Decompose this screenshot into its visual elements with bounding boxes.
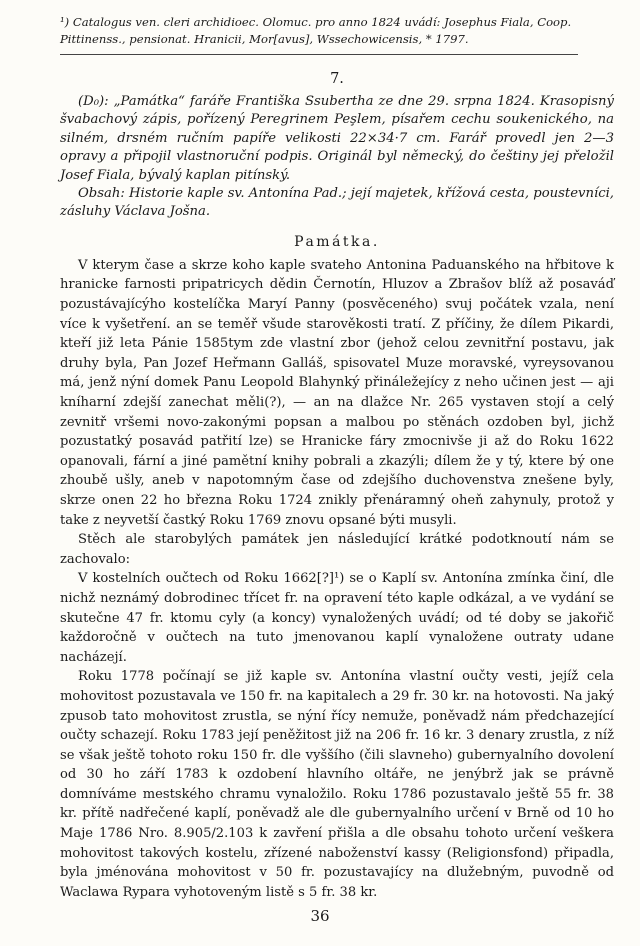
- body-paragraph-1: V kterym čase a skrze koho kaple svateho Antonina Paduanského na hřbitove k hranicke farnosti pripatricych dědin Černotín, Hluzov a Zbrašov blíž až posaváď pozustávajícýho kostelíčka Maryí Panny (posvěceného) svuj počátek vzala, není více k vyšetření. an se teměř všude starověkosti tratí. Z příčiny, že dílem Pikardi, kteří již leta Pánie 1585tym zde vlastní zbor (jehož celou zevnitřní postavu, jak druhy byla, Pan Jozef Heřmann Galláš, spisovatel Muze moravské, vyreysovanou má, jenž nýní domek Panu Leopold Blahynký přináležejícy z neho učinen jest — aji kníharní zdejší zanechat měli(?), — an na dlažce Nr. 265 vystaven stojí a celý zevnitř vršemi novo-zakonými popsan a malbou po stěnách ozdoben byl, jichž pozustatký posavád patřití lze) se Hranicke fáry zmocnivše ji až do Roku 1622 opanovali, fární a jiné pamětní knihy pobrali a zkazýli; dílem že y tý, ktere bý one zhoubě ušly, aneb v napotomným čase od zdejšího duchovenstva znešene byly, skrze onen 22 ho března Roku 1724 znikly přenáramný oheň zahynuly, protož y take z neyvetší častký Roku 1769 znovu opsané býti musyli.: [60, 257, 614, 528]
- body-paragraph-3: V kostelních oučtech od Roku 1662[?]¹) se o Kaplí sv. Antonína zmínka činí, dle nichž neznámý dobrodinec třícet fr. na opravení této kaple odkázal, a ve vydání se skutečne 47 fr. ktomu cyly (a koncy) vynaložených uvádí; od té doby se jakořič každoročně v oučtech na tuto jmenovanou kaplí vynaložene outraty udane nacházejí.: [60, 571, 614, 665]
- footnote-divider: [60, 54, 578, 55]
- body-paragraph-4: Roku 1778 počínají se již kaple sv. Antonína vlastní oučty vesti, jejíž cela mohovitost pozustavala ve 150 fr. na kapitalech a 29 fr. 30 kr. na hotovosti. Na jaký zpusob tato mohovitost zrustla, se nýní řícy nemuže, poněvadž nám předchazející oučty schazejí. Roku 1783 její peněžitost již na 206 fr. 16 kr. 3 denary zrustla, z níž se však ještě tohoto roku 150 fr. dle vyššího (čili slavneho) gubernyalního dovolení od 30 ho září 1783 k ozdobení hlavního oltáře, ne jenýbrž jak se právně domníváme mestského chramu vynaložilo. Roku 1786 pozustavalo ještě 55 fr. 38 kr. přítě nadřečené kaplí, poněvadž ale dle gubernyalního určení v Brně od 10 ho Maje 1786 Nro. 8.905/2.103 k zavření přišla a dle obsahu tohoto určení veškera mohovitost takových kostelu, zřízené naboženství kassy (Religionsfond) připadla, byla jménována mohovitost v 50 fr. pozustavajícy na dlužebným, puvodně od Waclawa Rypara vyhotoveným listě s 5 fr. 38 kr.: [60, 669, 614, 900]
- body-paragraph-2: Stěch ale starobylých památek jen následující krátké podotknoutí nám se zachovalo:: [60, 532, 614, 567]
- document-title: Památka.: [294, 233, 380, 250]
- footnote: [60, 14, 614, 48]
- document-body: [60, 256, 614, 903]
- document-description: [60, 93, 614, 222]
- page-number: 36: [310, 907, 330, 925]
- section-number: 7.: [330, 71, 344, 87]
- description-paragraph: (D₀): „Památka“ faráře Františka Ssuberthа ze dne 29. srpna 1824. Krasopisný švabachový zápis, pořízený Peregrinem Peşlem, písařem cechu soukenického, na silném, drsném ručním papíře velikosti 22×34·7 cm. Farář provedl jen 2—3 opravy a připojil vlastnoruční podpis. Originál byl německý, do češtiny jej přeložil Josef Fiala, bývalý kaplan pitínský.: [60, 94, 614, 183]
- footnote-line-2: Pittinenss., pensionat. Hranicii, Mor[avus], Wssechowicensis, * 1797.: [60, 32, 469, 46]
- contents-paragraph: Obsah: Historie kaple sv. Antonína Pad.; její majetek, křížová cesta, poustevníci, zásluhy Václava Jošna.: [60, 186, 614, 220]
- footnote-line-1: ¹) Catalogus ven. cleri archidioec. Olomuc. pro anno 1824 uvádí: Josephus Fiala, Coop.: [60, 15, 572, 29]
